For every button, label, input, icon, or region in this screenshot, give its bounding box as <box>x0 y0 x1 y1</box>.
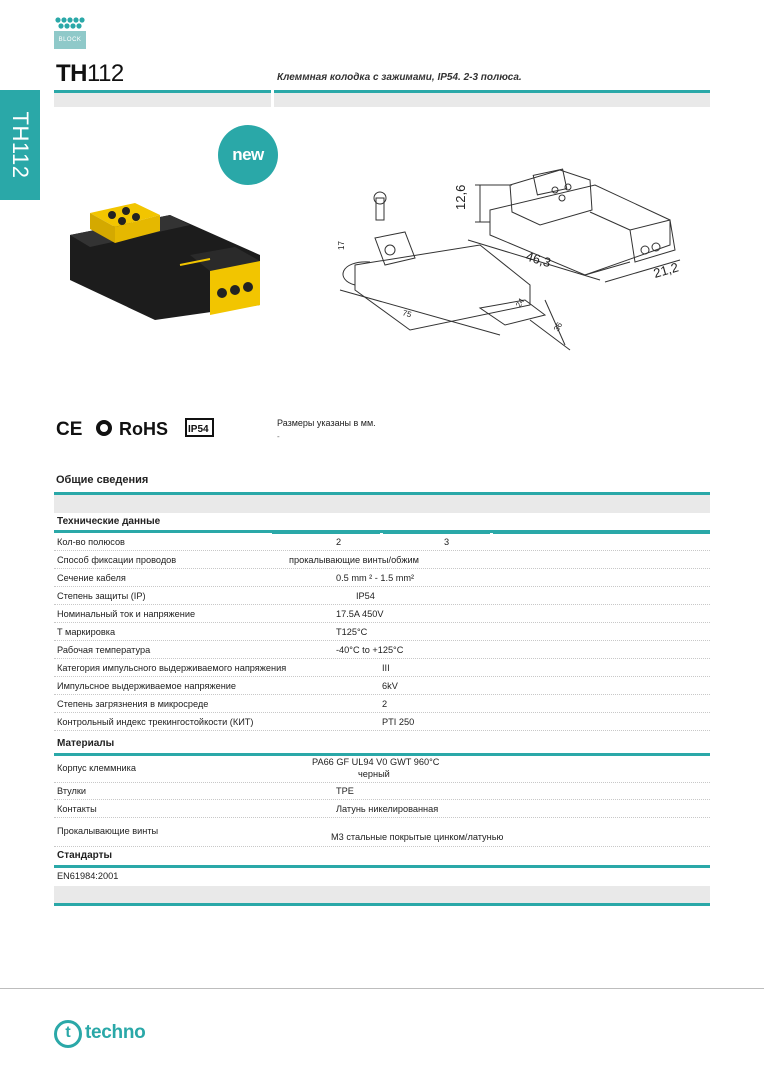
row-divider <box>54 604 710 605</box>
row-divider <box>54 694 710 695</box>
techno-logo-letter: t <box>65 1024 71 1041</box>
row-divider <box>54 846 710 847</box>
t-marking-value: T125°C <box>336 627 368 637</box>
dim-clip-width: 24 <box>513 296 527 309</box>
technical-drawing <box>330 150 710 360</box>
cti-value: PTI 250 <box>382 717 415 727</box>
rohs-mark-icon: RoHS <box>119 419 168 439</box>
new-badge-label: new <box>232 145 264 164</box>
contacts-label: Контакты <box>57 804 97 814</box>
certification-marks <box>56 416 226 440</box>
screws-label: Прокалывающие винты <box>57 826 159 836</box>
row-divider <box>54 658 710 659</box>
brand-tag: BLOCK <box>58 37 82 43</box>
product-code-bold: TH <box>56 60 87 87</box>
techno-logo-word: techno <box>85 1022 146 1043</box>
header-bar-left <box>54 90 271 107</box>
dim-clip-height: 17 <box>337 241 346 250</box>
t-marking-label: T маркировка <box>57 627 116 637</box>
housing-label: Корпус клеммника <box>57 763 136 773</box>
rating-value: 17.5A 450V <box>336 609 384 619</box>
row-divider <box>54 568 710 569</box>
ip-label: Степень защиты (IP) <box>57 591 146 601</box>
row-divider <box>54 586 710 587</box>
cable-label: Сечение кабеля <box>57 573 126 583</box>
row-divider <box>54 712 710 713</box>
grommets-label: Втулки <box>57 786 87 796</box>
row-divider <box>54 817 710 818</box>
impulse-value: 6kV <box>382 681 398 691</box>
section-band <box>54 495 710 513</box>
closing-divider <box>54 903 710 906</box>
fixing-value: прокалывающие винты/обжим <box>289 555 419 565</box>
ip54-mark-icon: IP54 <box>188 424 209 435</box>
pollution-label: Степень загрязнения в микросреде <box>57 699 209 709</box>
closing-band <box>54 886 710 904</box>
row-divider <box>54 676 710 677</box>
pollution-value: 2 <box>382 699 388 709</box>
materials-title: Материалы <box>57 738 115 749</box>
ip-value: IP54 <box>356 591 375 601</box>
temp-value: -40°C to +125°C <box>336 645 404 655</box>
techno-logo-icon <box>54 1020 82 1048</box>
fixing-label: Способ фиксации проводов <box>57 555 177 565</box>
rating-label: Номинальный ток и напряжение <box>57 609 196 619</box>
row-divider <box>54 550 710 551</box>
overvoltage-label: Категория импульсного выдерживаемого напряжения <box>57 663 287 673</box>
housing-value-1: PA66 GF UL94 V0 GWT 960°C <box>312 757 440 767</box>
dimensions-note: Размеры указаны в мм. <box>277 418 376 428</box>
temp-label: Рабочая температура <box>57 645 151 655</box>
materials-divider <box>54 753 710 756</box>
impulse-label: Импульсное выдерживаемое напряжение <box>57 681 237 691</box>
screws-value: M3 стальные покрытые цинком/латунью <box>331 832 504 842</box>
side-tab-label: TH112 <box>8 111 33 179</box>
col-seg <box>272 533 380 534</box>
cable-value: 0.5 mm ² - 1.5 mm² <box>336 573 415 583</box>
poles-2: 2 <box>336 537 342 547</box>
row-divider <box>54 782 710 783</box>
header-bar-right <box>274 90 710 107</box>
brand-logo <box>54 17 86 49</box>
standards-title: Стандарты <box>57 850 113 861</box>
grommets-value: TPE <box>336 786 354 796</box>
poles-3: 3 <box>444 537 450 547</box>
product-code-rest: 112 <box>87 60 124 87</box>
dim-height: 12,6 <box>453 184 468 210</box>
row-divider <box>54 622 710 623</box>
brand-logo-mark-icon <box>54 17 86 31</box>
col-seg <box>383 533 490 534</box>
dash-note: - <box>277 432 280 441</box>
section-title: Общие сведения <box>56 474 149 486</box>
col-seg <box>493 533 710 534</box>
dim-base-width: 36 <box>551 320 565 333</box>
overvoltage-value: III <box>382 663 390 673</box>
product-code <box>56 60 124 88</box>
poles-label: Кол-во полюсов <box>57 537 125 547</box>
housing-value-2: черный <box>358 769 390 779</box>
row-divider <box>54 799 710 800</box>
product-description: Клеммная колодка с зажимами, IP54. 2-3 полюса. <box>277 72 522 83</box>
cti-label: Контрольный индекс трекингостойкости (КИТ) <box>57 717 254 727</box>
product-photo <box>60 195 270 320</box>
dim-base-length: 75 <box>401 308 413 320</box>
row-divider <box>54 640 710 641</box>
ce-mark-icon: CE <box>56 419 83 440</box>
standard-value: EN61984:2001 <box>57 871 119 881</box>
tech-title: Технические данные <box>57 516 161 527</box>
dim-length: 46,3 <box>524 248 553 271</box>
row-divider <box>54 730 710 731</box>
contacts-value: Латунь никелированная <box>336 804 439 814</box>
footer-divider <box>0 988 764 989</box>
new-badge <box>218 125 278 185</box>
standards-divider <box>54 865 710 868</box>
dim-width: 21,2 <box>651 259 681 281</box>
side-tab <box>0 90 40 200</box>
